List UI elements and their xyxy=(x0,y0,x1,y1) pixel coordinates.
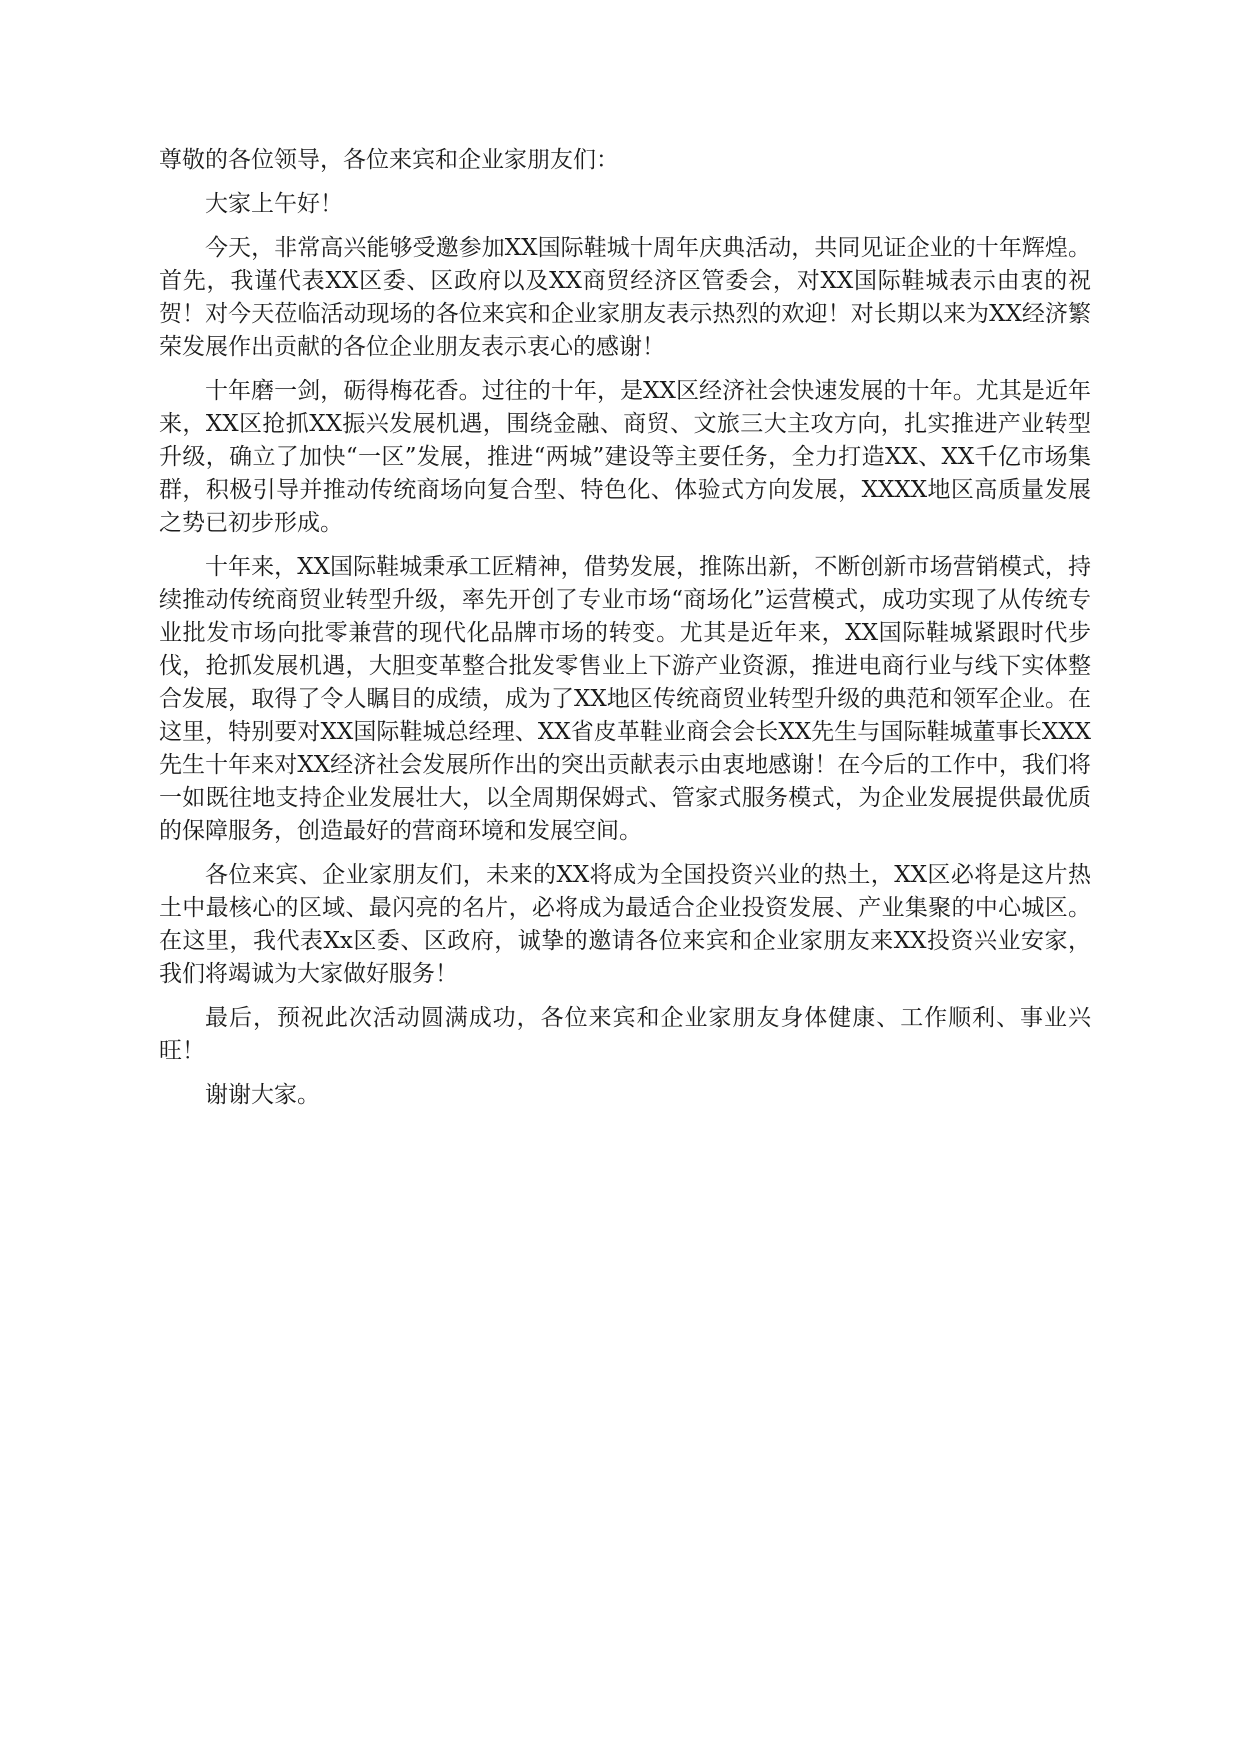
paragraph-congratulations: 今天，非常高兴能够受邀参加XX国际鞋城十周年庆典活动，共同见证企业的十年辉煌。首先，我谨代表XX区委、区政府以及XX商贸经济区管委会，对XX国际鞋城表示由衷的祝贺！对今天莅临活动现场的各位来宾和企业家朋友表示热烈的欢迎！对长期以来为XX经济繁荣发展作出贡献的各位企业朋友表示衷心的感谢！ xyxy=(159,235,1091,360)
paragraph-invitation: 各位来宾、企业家朋友们，未来的XX将成为全国投资兴业的热土，XX区必将是这片热土中最核心的区域、最闪亮的名片，必将成为最适合企业投资发展、产业集聚的中心城区。在这里，我代表Xx区委、区政府，诚挚的邀请各位来宾和企业家朋友来XX投资兴业安家，我们将竭诚为大家做好服务！ xyxy=(159,862,1091,987)
paragraph-wishes: 最后，预祝此次活动圆满成功，各位来宾和企业家朋友身体健康、工作顺利、事业兴旺！ xyxy=(159,1005,1091,1064)
paragraph-decade-development: 十年磨一剑，砺得梅花香。过往的十年，是XX区经济社会快速发展的十年。尤其是近年来，XX区抢抓XX振兴发展机遇，围绕金融、商贸、文旅三大主攻方向，扎实推进产业转型升级，确立了加快“一区”发展，推进“两城”建设等主要任务，全力打造XX、XX千亿市场集群，积极引导并推动传统商场向复合型、特色化、体验式方向发展，XXXX地区高质量发展之势已初步形成。 xyxy=(159,378,1091,536)
paragraph-greeting: 大家上午好！ xyxy=(205,191,343,217)
paragraph-company-achievements: 十年来，XX国际鞋城秉承工匠精神，借势发展，推陈出新，不断创新市场营销模式，持续推动传统商贸业转型升级，率先开创了专业市场“商场化”运营模式，成功实现了从传统专业批发市场向批零兼营的现代化品牌市场的转变。尤其是近年来，XX国际鞋城紧跟时代步伐，抢抓发展机遇，大胆变革整合批发零售业上下游产业资源，推进电商行业与线下实体整合发展，取得了令人瞩目的成绩，成为了XX地区传统商贸业转型升级的典范和领军企业。在这里，特别要对XX国际鞋城总经理、XX省皮革鞋业商会会长XX先生与国际鞋城董事长XXX先生十年来对XX经济社会发展所作出的突出贡献表示由衷地感谢！在今后的工作中，我们将一如既往地支持企业发展壮大，以全周期保姆式、管家式服务模式，为企业发展提供最优质的保障服务，创造最好的营商环境和发展空间。 xyxy=(159,554,1091,844)
document-page xyxy=(159,144,1091,1123)
salutation: 尊敬的各位领导，各位来宾和企业家朋友们： xyxy=(159,147,619,173)
paragraph-thanks: 谢谢大家。 xyxy=(205,1082,320,1108)
